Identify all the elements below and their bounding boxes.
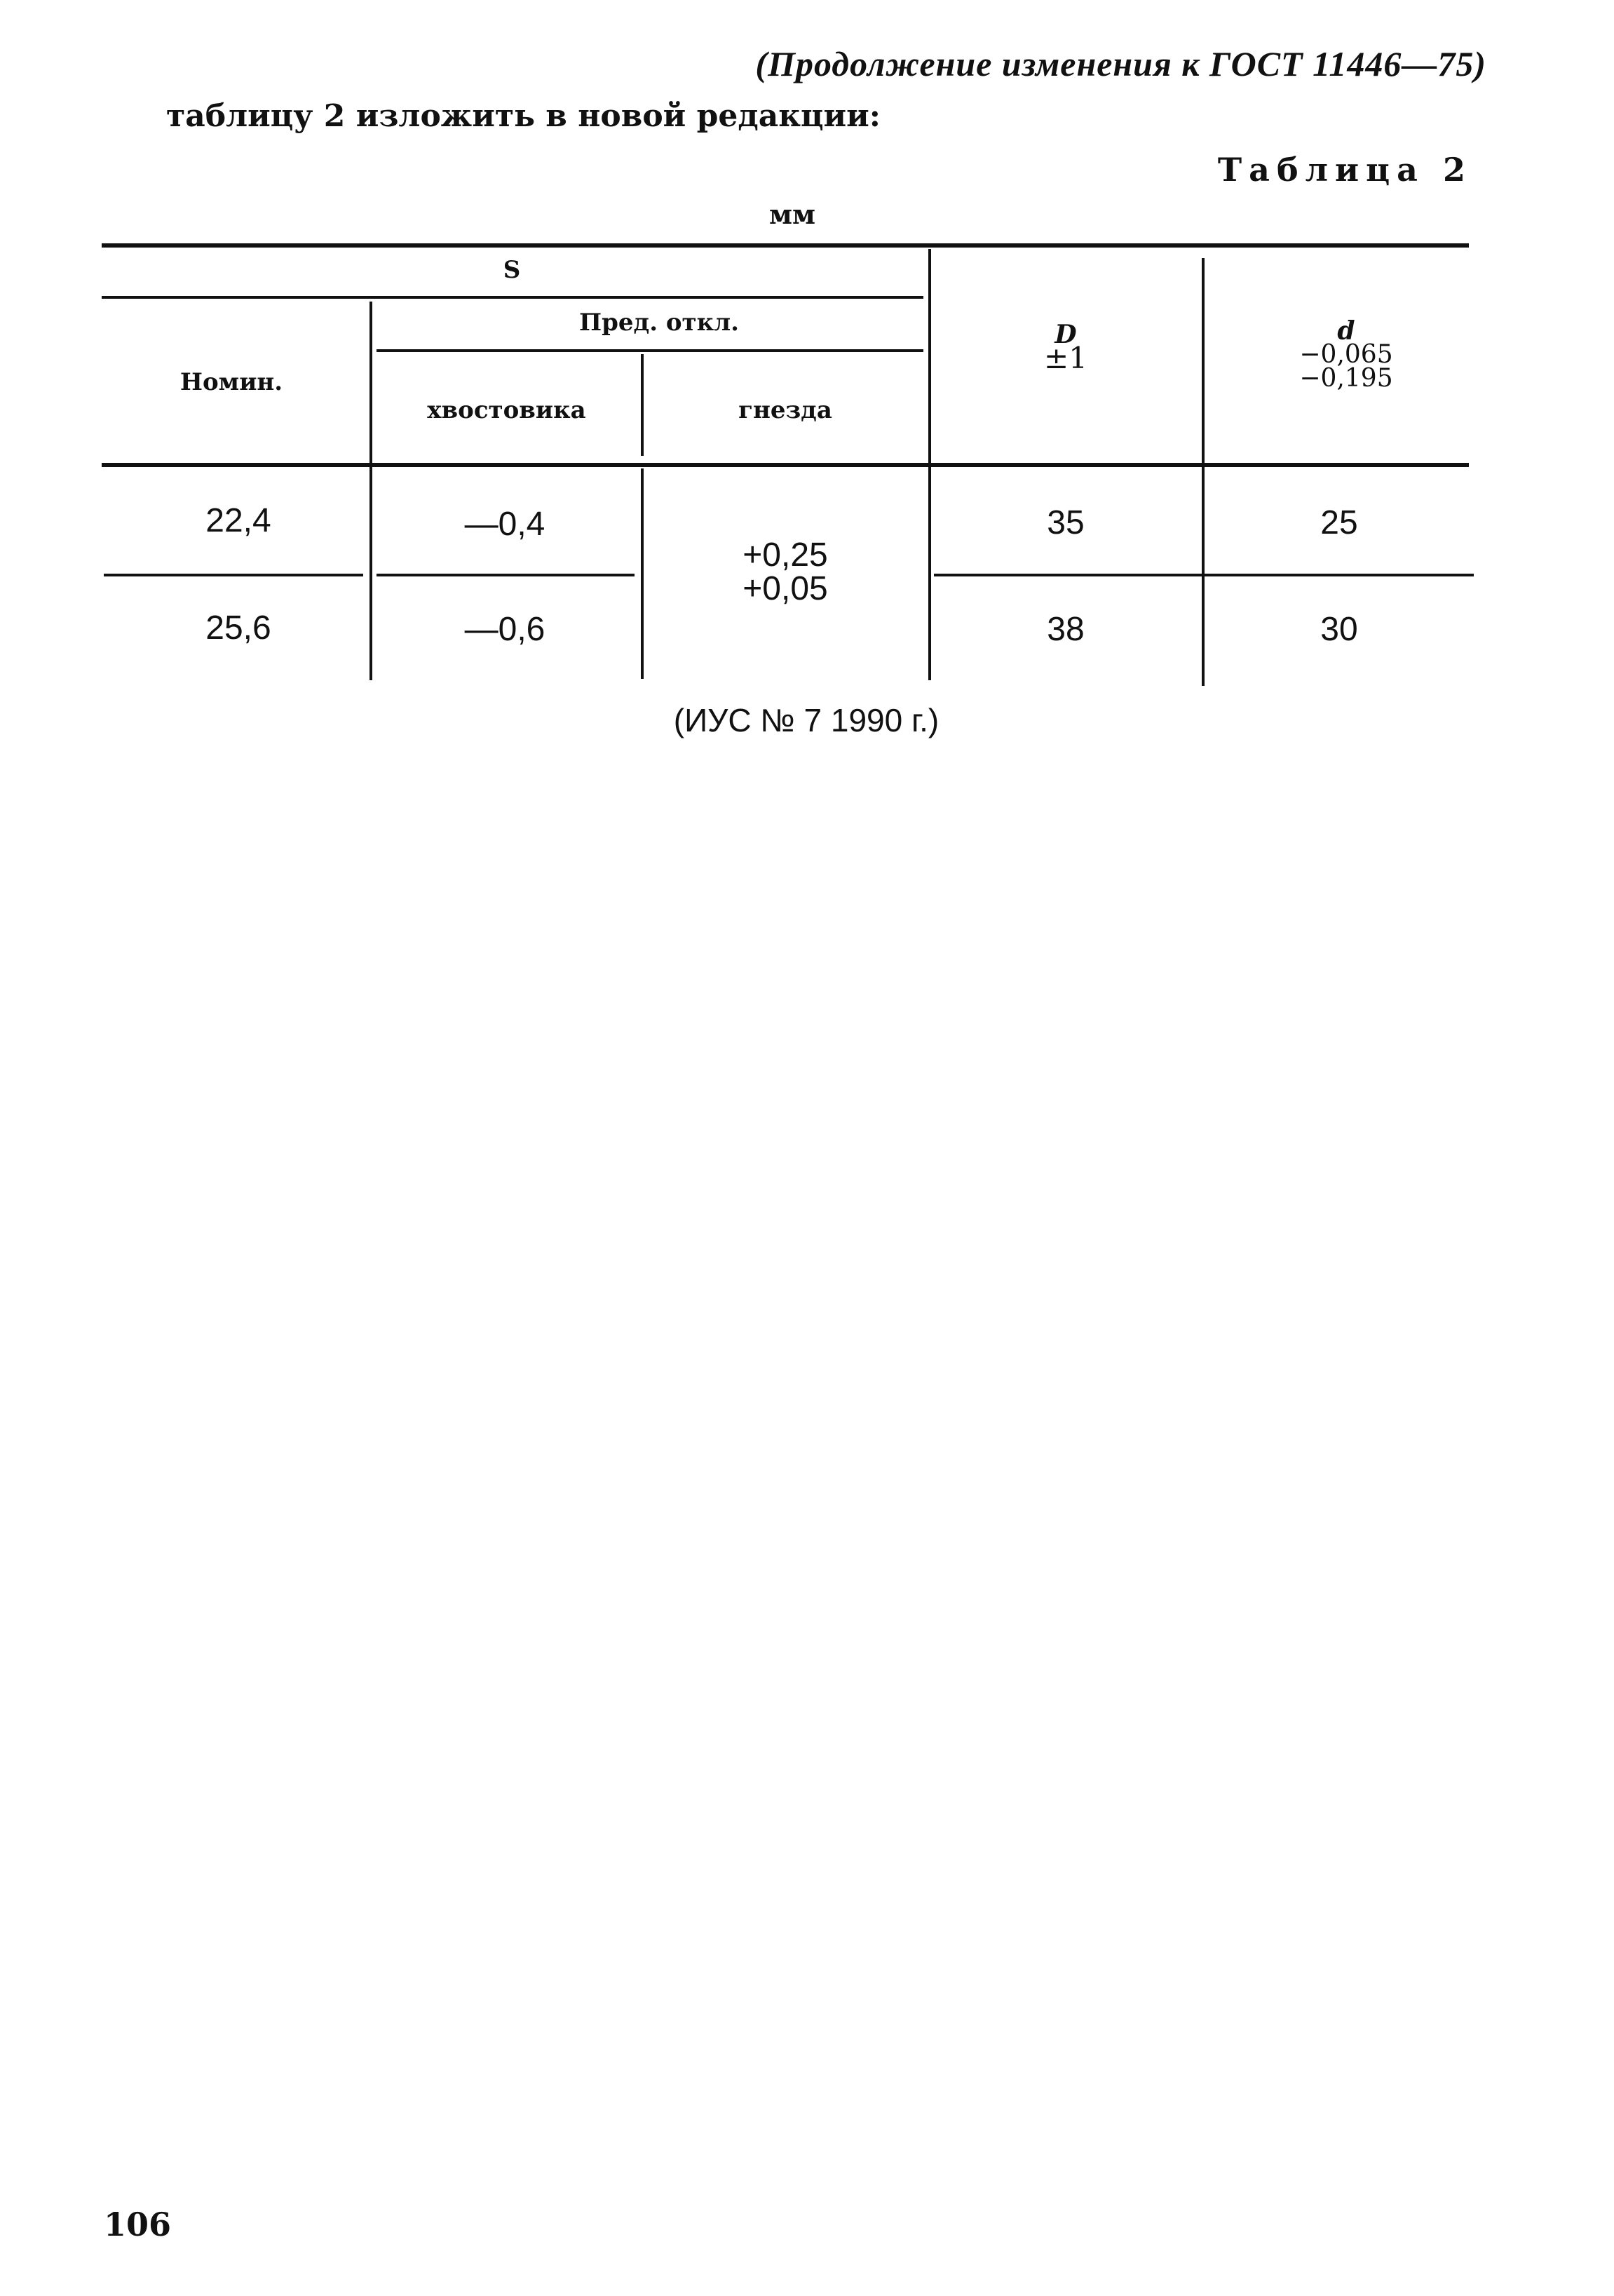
- row1-d: 25: [1320, 504, 1358, 541]
- vrule-s-group: [928, 249, 931, 680]
- row2-shank-deviation: —0,6: [464, 611, 545, 648]
- header-d: [1248, 316, 1444, 393]
- header-D-tolerance: ±1: [1044, 341, 1087, 375]
- socket-deviation: [666, 536, 904, 607]
- row1-nominal: 22,4: [205, 502, 271, 539]
- page-number: 106: [104, 2206, 172, 2243]
- header-bottom-rule: [102, 463, 1469, 467]
- row2-nominal: 25,6: [205, 609, 271, 647]
- row1-shank-deviation: —0,4: [464, 506, 545, 543]
- header-nominal: Номин.: [179, 368, 283, 396]
- vrule-shank: [641, 354, 644, 456]
- footnote: (ИУС № 7 1990 г.): [673, 702, 940, 738]
- header-D: [982, 320, 1150, 375]
- header-socket: гнезда: [738, 396, 832, 424]
- table-title: Таблица 2: [1217, 151, 1472, 189]
- header-D-symbol: D: [1054, 320, 1077, 349]
- row-divider-left: [104, 574, 363, 576]
- units-label: мм: [768, 198, 816, 230]
- rule-under-limit-dev: [377, 349, 923, 352]
- header-d-tolerance-lower: −0,195: [1299, 364, 1393, 393]
- socket-deviation-upper: +0,25: [742, 536, 828, 574]
- vrule-D: [1202, 258, 1205, 686]
- vrule-shank-body: [641, 468, 644, 679]
- continuation-note: (Продолжение изменения к ГОСТ 11446—75): [755, 44, 1486, 83]
- header-shank: хвостовика: [427, 396, 586, 424]
- header-limit-deviation: Пред. откл.: [579, 309, 739, 337]
- header-d-tolerance-upper: −0,065: [1299, 340, 1393, 369]
- row-divider-mid: [377, 574, 635, 576]
- socket-deviation-lower: +0,05: [742, 570, 828, 607]
- row1-D: 35: [1047, 504, 1085, 541]
- row2-d: 30: [1320, 611, 1358, 648]
- vrule-nominal: [369, 302, 372, 680]
- header-d-symbol: d: [1337, 316, 1355, 346]
- row2-D: 38: [1047, 611, 1085, 648]
- rule-under-s: [102, 296, 923, 299]
- header-s: S: [503, 256, 521, 284]
- table-top-rule: [102, 243, 1469, 248]
- intro-text: таблицу 2 изложить в новой редакции:: [166, 98, 881, 134]
